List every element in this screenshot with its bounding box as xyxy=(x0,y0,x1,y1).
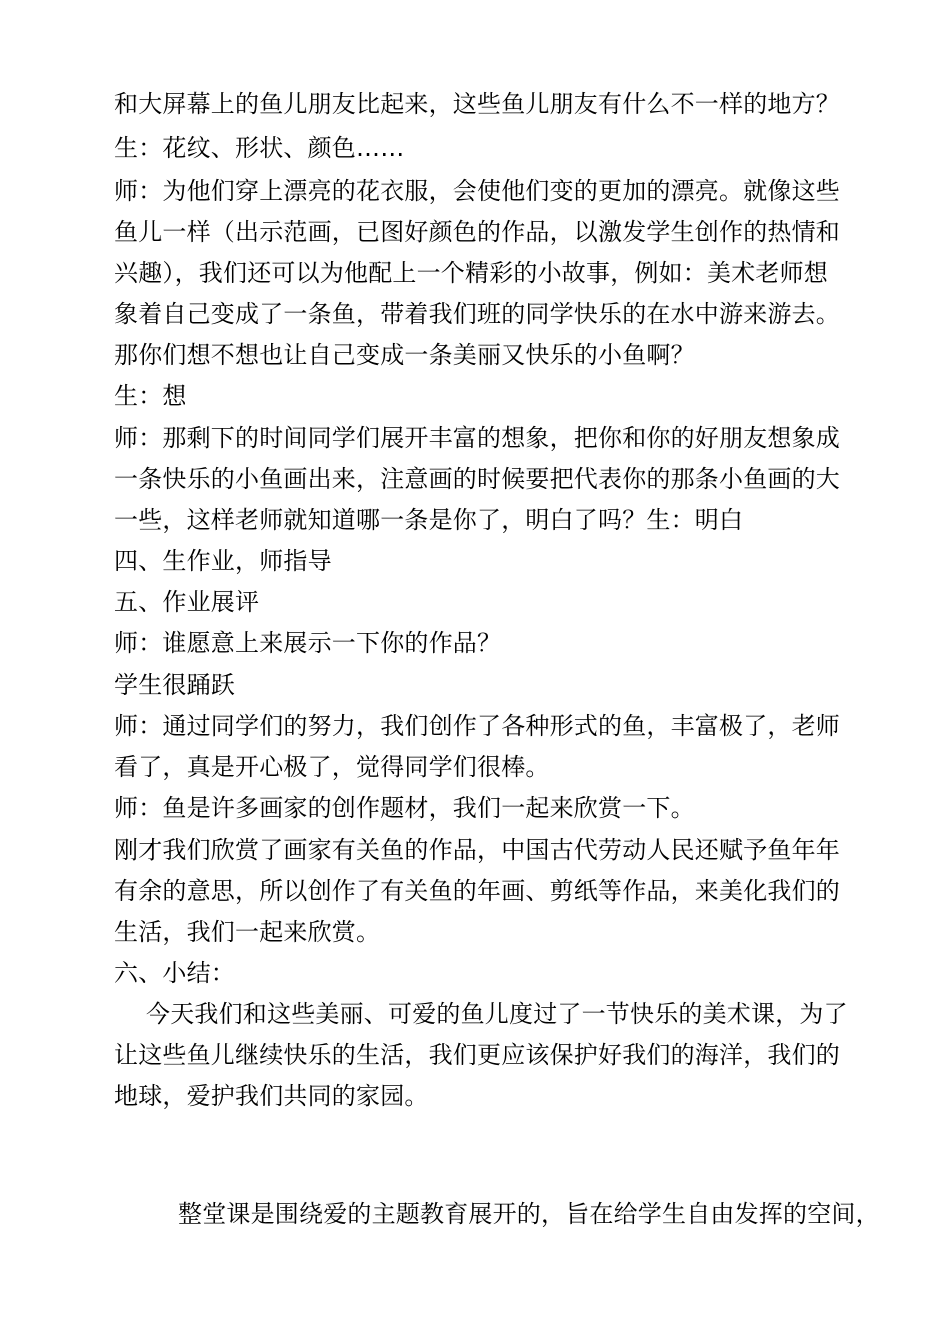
text-line: 师：鱼是许多画家的创作题材，我们一起来欣赏一下。 xyxy=(114,794,695,822)
text-line: 鱼儿一样（出示范画，已图好颜色的作品，以激发学生创作的热情和 xyxy=(114,218,840,246)
text-line: 让这些鱼儿继续快乐的生活，我们更应该保护好我们的海洋，我们的 xyxy=(114,1041,840,1069)
text-line: 今天我们和这些美丽、可爱的鱼儿度过了一节快乐的美术课，为了 xyxy=(146,1000,848,1028)
text-line: 象着自己变成了一条鱼，带着我们班的同学快乐的在水中游来游去。 xyxy=(114,300,840,328)
text-line: 生：花纹、形状、颜色…… xyxy=(114,134,405,162)
text-line: 师：为他们穿上漂亮的花衣服，会使他们变的更加的漂亮。就像这些 xyxy=(114,177,840,205)
text-line: 生活，我们一起来欣赏。 xyxy=(114,918,381,946)
text-line: 那你们想不想也让自己变成一条美丽又快乐的小鱼啊？ xyxy=(114,341,695,369)
text-line: 看了，真是开心极了，觉得同学们很棒。 xyxy=(114,753,550,781)
section-heading: 五、作业展评 xyxy=(114,588,260,616)
text-line: 生：想 xyxy=(114,382,187,410)
text-line: 和大屏幕上的鱼儿朋友比起来，这些鱼儿朋友有什么不一样的地方？ xyxy=(114,90,840,118)
text-line: 整堂课是围绕爱的主题教育展开的，旨在给学生自由发挥的空间， xyxy=(178,1200,880,1228)
text-line: 刚才我们欣赏了画家有关鱼的作品，中国古代劳动人民还赋予鱼年年 xyxy=(114,836,840,864)
text-line: 一条快乐的小鱼画出来，注意画的时候要把代表你的那条小鱼画的大 xyxy=(114,465,840,493)
section-heading: 六、小结： xyxy=(114,959,235,987)
text-line: 一些，这样老师就知道哪一条是你了，明白了吗？生：明白 xyxy=(114,506,744,534)
text-line: 地球，爱护我们共同的家园。 xyxy=(114,1082,429,1110)
section-heading: 四、生作业，师指导 xyxy=(114,547,332,575)
text-line: 有余的意思，所以创作了有关鱼的年画、剪纸等作品，来美化我们的 xyxy=(114,877,840,905)
text-line: 学生很踊跃 xyxy=(114,671,235,699)
text-line: 师：那剩下的时间同学们展开丰富的想象，把你和你的好朋友想象成 xyxy=(114,424,840,452)
text-line: 师：谁愿意上来展示一下你的作品？ xyxy=(114,629,502,657)
text-line: 师：通过同学们的努力，我们创作了各种形式的鱼，丰富极了，老师 xyxy=(114,712,840,740)
text-line: 兴趣），我们还可以为他配上一个精彩的小故事，例如：美术老师想 xyxy=(114,259,828,287)
